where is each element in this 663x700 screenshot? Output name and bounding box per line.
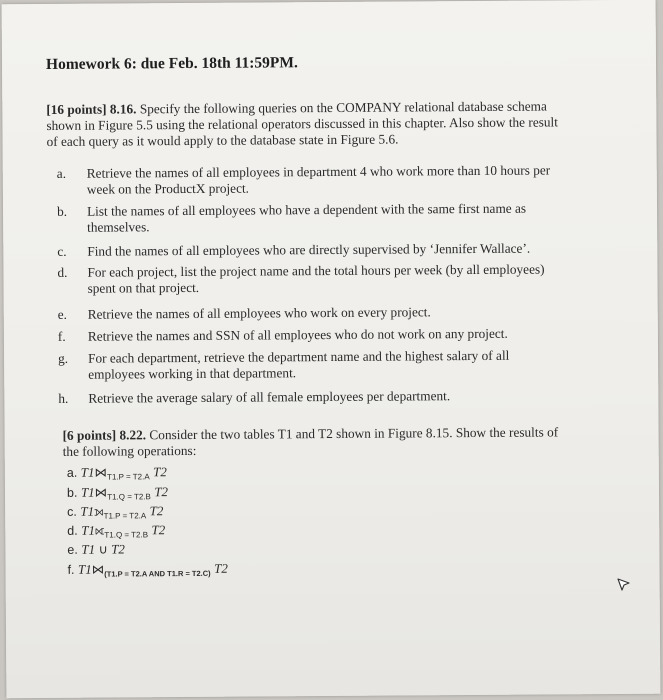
item-letter: g.	[58, 350, 69, 366]
op-label: b.	[66, 485, 78, 500]
op-left: T1	[80, 464, 95, 480]
op-condition: T1.P = T2.A	[103, 511, 147, 521]
item-text: Retrieve the names of all employees in department 4 who work more than 10 hours per week on the ProductX project.	[86, 162, 551, 197]
op-right: T2	[111, 541, 125, 557]
op-right: T2	[153, 464, 167, 480]
q1-points: [16 points] 8.16.	[46, 101, 137, 117]
item-letter: b.	[56, 203, 68, 219]
list-item	[57, 325, 568, 344]
list-item	[58, 347, 568, 382]
operation-e	[67, 541, 125, 557]
list-item	[57, 303, 568, 322]
list-item	[56, 200, 567, 235]
q1-intro	[46, 98, 566, 150]
operation-d	[67, 522, 165, 540]
join-symbol-icon: ⋈	[91, 562, 105, 577]
q2-points: [6 points] 8.22.	[62, 427, 147, 443]
op-label: c.	[67, 504, 77, 519]
item-letter: e.	[57, 306, 68, 322]
homework-page	[2, 0, 661, 698]
item-letter: d.	[57, 264, 68, 280]
operation-a	[67, 464, 167, 482]
op-condition: (T1.P = T2.A AND T1.R = T2.C)	[104, 568, 211, 579]
op-left: T1	[81, 541, 96, 557]
op-right: T2	[149, 503, 164, 519]
op-right: T2	[154, 484, 169, 500]
q2-intro-text: Consider the two tables T1 and T2 shown in Figure 8.15. Show the results of the following operations:	[62, 424, 559, 459]
item-text: Retrieve the names of all employees who work on every project.	[87, 304, 431, 322]
list-item	[58, 387, 568, 406]
op-left: T1	[80, 484, 95, 500]
op-right: T2	[151, 522, 166, 538]
item-text: Retrieve the average salary of all female employees per department.	[88, 388, 451, 406]
op-left: T1	[77, 561, 92, 577]
list-item	[56, 162, 567, 197]
operation-f	[67, 561, 227, 579]
op-label: d.	[67, 523, 78, 538]
item-letter: f.	[57, 328, 66, 344]
join-symbol-icon: ⋈	[94, 465, 108, 480]
operation-b	[67, 484, 168, 502]
page-title: Homework 6: due Feb. 18th 11:59PM.	[45, 54, 298, 73]
item-text: List the names of all employees who have a dependent with the same first name as themselves.	[86, 200, 527, 235]
right-outer-join-icon: ⟖	[94, 523, 105, 538]
item-letter: h.	[58, 390, 69, 406]
op-condition: T1.Q = T2.B	[104, 530, 149, 540]
item-text: For each project, list the project name and the total hours per week (by all employees) spent on that project.	[87, 261, 545, 296]
list-item	[57, 261, 567, 296]
list-item	[57, 240, 567, 259]
mouse-cursor-icon	[617, 578, 631, 592]
q1-intro-text: Specify the following queries on the COMPANY relational database schema shown in Figure 5.5 using the relational operators discussed in this chapter. Also show the result of each query as it would apply to the database state in Figure 5.6.	[46, 98, 558, 149]
join-symbol-icon: ⋈	[94, 485, 108, 500]
op-condition: T1.Q = T2.B	[107, 492, 151, 502]
op-label: a.	[66, 465, 78, 480]
op-label: f.	[67, 562, 75, 577]
item-text: Retrieve the names and SSN of all employees who do not work on any project.	[87, 325, 508, 344]
item-letter: c.	[57, 243, 67, 259]
operation-c	[67, 503, 163, 521]
item-text: For each department, retrieve the department name and the highest salary of all employees working in that department.	[88, 347, 510, 382]
op-left: T1	[81, 522, 95, 538]
op-label: e.	[67, 542, 78, 557]
union-symbol-icon: ∪	[98, 542, 108, 557]
left-outer-join-icon: ⟕	[94, 504, 104, 519]
item-text: Find the names of all employees who are directly supervised by ‘Jennifer Wallace’.	[87, 240, 531, 259]
op-left: T1	[80, 503, 95, 519]
item-letter: a.	[56, 165, 67, 181]
op-right: T2	[214, 560, 228, 576]
q2-intro	[63, 424, 563, 459]
op-condition: T1.P = T2.A	[107, 472, 150, 482]
